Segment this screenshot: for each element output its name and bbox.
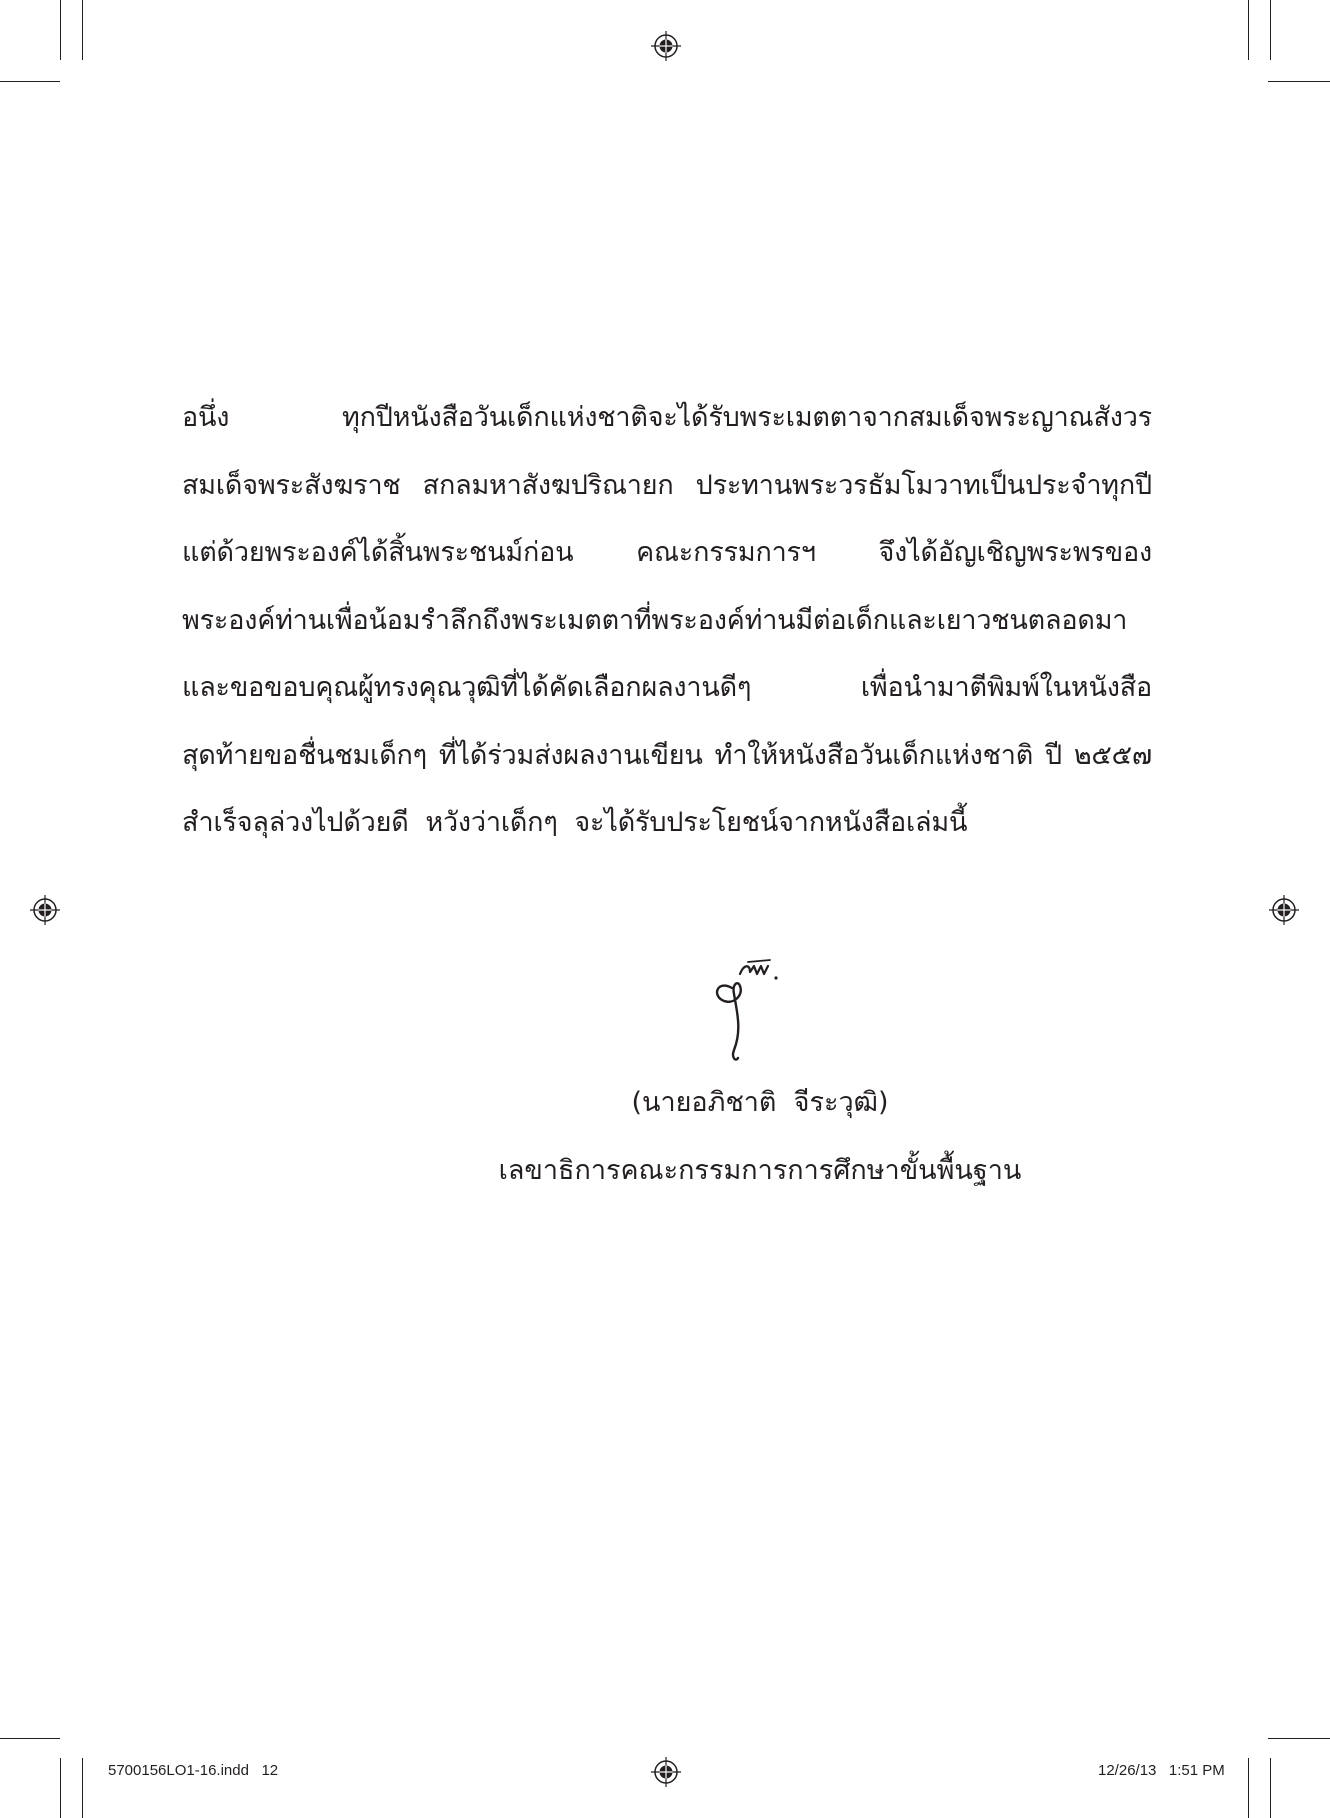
body-line: สำเร็จลุล่วงไปด้วยดี หวังว่าเด็กๆ จะได้รับประโยชน์จากหนังสือเล่มนี้ [182, 807, 968, 838]
crop-mark-bottom-left-h1 [0, 1738, 60, 1739]
handwritten-signature [710, 950, 810, 1070]
crop-mark-top-right-h1 [1268, 81, 1330, 82]
crop-mark-bottom-left-v1 [60, 1758, 61, 1818]
registration-target-icon [651, 31, 681, 61]
signer-title: เลขาธิการคณะกรรมการการศึกษาขั้นพื้นฐาน [498, 1155, 1022, 1186]
crop-mark-top-right-v2 [1270, 0, 1271, 60]
body-paragraph [182, 384, 1152, 857]
crop-mark-bottom-left-v2 [82, 1758, 83, 1818]
crop-mark-bottom-right-h1 [1268, 1738, 1330, 1739]
crop-mark-top-left-v1 [60, 0, 61, 60]
body-line: แต่ด้วยพระองค์ได้สิ้นพระชนม์ก่อน คณะกรรมการฯ จึงได้อัญเชิญพระพรของ [182, 537, 1152, 568]
body-line: สุดท้ายขอชื่นชมเด็กๆ ที่ได้ร่วมส่งผลงานเขียน ทำให้หนังสือวันเด็กแห่งชาติ ปี ๒๕๕๗ [182, 739, 1152, 771]
crop-mark-bottom-right-v2 [1270, 1758, 1271, 1818]
slug-filename: 5700156LO1-16.indd 12 [108, 1762, 279, 1779]
registration-target-icon [30, 895, 60, 925]
crop-mark-bottom-right-v1 [1248, 1758, 1249, 1818]
registration-target-icon [1269, 895, 1299, 925]
slug-datetime: 12/26/13 1:51 PM [1098, 1762, 1225, 1779]
body-line: พระองค์ท่านเพื่อน้อมรำลึกถึงพระเมตตาที่พระองค์ท่านมีต่อเด็กและเยาวชนตลอดมา [182, 604, 1128, 636]
crop-mark-top-right-v1 [1248, 0, 1249, 60]
registration-target-icon [651, 1757, 681, 1787]
body-line: สมเด็จพระสังฆราช สกลมหาสังฆปริณายก ประทานพระวรธัมโมวาทเป็นประจำทุกปี [182, 469, 1152, 501]
crop-mark-top-left-h1 [0, 81, 60, 82]
body-line: และขอขอบคุณผู้ทรงคุณวุฒิที่ได้คัดเลือกผลงานดีๆ เพื่อนำมาตีพิมพ์ในหนังสือ [182, 672, 1152, 703]
crop-mark-top-left-v2 [82, 0, 83, 60]
body-line: อนึ่ง ทุกปีหนังสือวันเด็กแห่งชาติจะได้รับพระเมตตาจากสมเด็จพระญาณสังวร [182, 402, 1152, 433]
signer-name: (นายอภิชาติ จีระวุฒิ) [631, 1087, 889, 1118]
